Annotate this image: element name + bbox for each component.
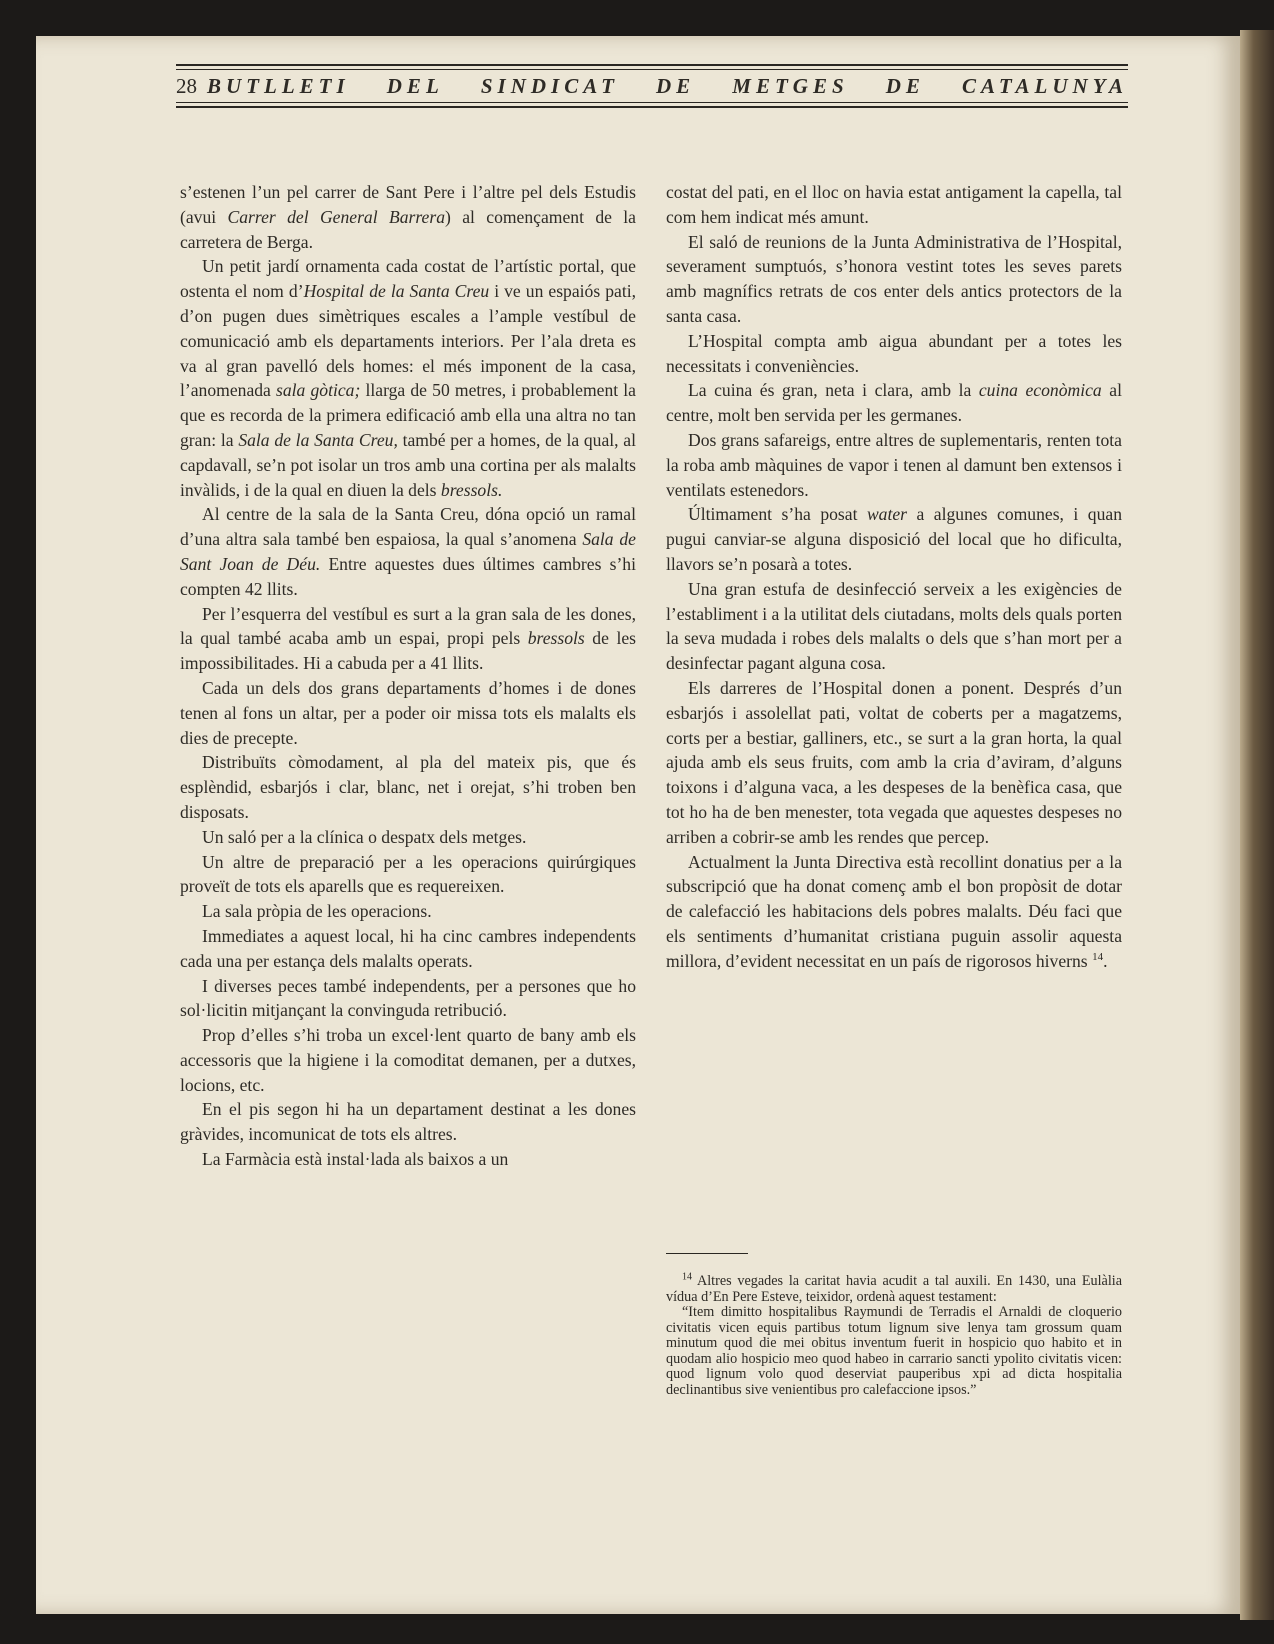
italic-text: Sala de Sant Joan de Déu. <box>180 529 636 574</box>
text-run: Actualment la Junta Directiva està recollint donatius per a la subscripció que ha donat començ amb el bon propòsit de dotar de calefacció les habitacions dels pobres malalts. Déu faci que els sentiments d’humanitat cristiana puguin assolir aquesta millora, d’evident necessitat en un país de rigorosos hiverns <box>666 851 1122 971</box>
text-run: La cuina és gran, neta i clara, amb la <box>688 380 979 401</box>
paragraph <box>180 1097 636 1147</box>
text-run: Entre aquestes dues últimes cambres s’hi compten 42 llits. <box>180 553 636 599</box>
italic-text: bressols <box>527 628 585 649</box>
italic-text: Hospital de la Santa Creu <box>303 281 490 302</box>
text-run: al centre, molt ben servida per les germanes. <box>666 380 1122 426</box>
footnote-rule <box>666 1253 748 1254</box>
paragraph <box>180 254 636 502</box>
page-edge <box>1240 30 1274 1620</box>
paragraph <box>666 502 1122 576</box>
header-rule-bottom-thin <box>176 102 1128 103</box>
paragraph <box>666 428 1122 502</box>
title-word: METGES <box>732 74 849 98</box>
footnote <box>666 1271 1122 1398</box>
italic-text: cuina econòmica <box>978 380 1102 401</box>
footnote-text: Altres vegades la caritat havia acudit a tal auxili. En 1430, una Eulàlia vídua d’En Pere Esteve, teixidor, ordenà aquest testament: <box>666 1273 1122 1305</box>
italic-text: Sala de la Santa Creu, <box>238 429 398 450</box>
text-run: a algunes comunes, i quan pugui canviar-se alguna disposició del local que ho dificulta, llavors se’n posarà a totes. <box>666 504 1122 574</box>
italic-text: water <box>866 504 908 525</box>
italic-text: bressols. <box>440 479 503 500</box>
text-run: costat del pati, en el lloc on havia estat antigament la capella, tal com hem indicat més amunt. <box>666 182 1122 227</box>
footnote-number: 14 <box>682 1271 692 1283</box>
footnote-ref: 14 <box>1092 950 1104 963</box>
text-run: I diverses peces també independents, per a persones que ho sol·licitin mitjançant la convinguda retribució. <box>180 975 636 1021</box>
header-line <box>176 70 1128 102</box>
text-run: Últimament s’ha posat <box>688 504 867 525</box>
paragraph <box>180 676 636 750</box>
text-run: Un saló per a la clínica o despatx dels metges. <box>202 826 527 847</box>
left-column <box>180 180 636 1172</box>
text-run: . <box>1103 950 1108 971</box>
text-run: Un altre de preparació per a les operacions quirúrgiques proveït de tots els aparells que es requereixen. <box>180 851 636 897</box>
right-column <box>666 180 1122 974</box>
text-run: Els darreres de l’Hospital donen a ponent. Després d’un esbarjós i assolellat pati, voltat de coberts per a magatzems, corts per a bestiar, galliners, etc., se surt a la gran horta, la qual ajuda amb els seus fruits, com amb la cria d’aviram, d’alguns toixons i d’alguna vaca, a les despeses de la benèfica casa, que tot ho ha de ben menester, tota vegada que aquestes despeses no arriben a cobrir-se amb les rendes que percep. <box>666 677 1122 847</box>
page-number: 28 <box>176 74 197 98</box>
text-run: Per l’esquerra del vestíbul es surt a la gran sala de les dones, la qual també acaba amb un espai, propi pels <box>180 603 636 649</box>
title-word: SINDICAT <box>480 74 619 98</box>
italic-text: sala gòtica; <box>276 380 361 401</box>
journal-title <box>207 74 1128 99</box>
title-word: DEL <box>386 74 444 98</box>
paragraph <box>180 1023 636 1097</box>
paragraph <box>180 974 636 1024</box>
paragraph <box>666 230 1122 329</box>
paragraph <box>666 577 1122 676</box>
header-rule-bottom <box>176 106 1128 108</box>
title-word: DE <box>656 74 696 98</box>
text-run: El saló de reunions de la Junta Administrativa de l’Hospital, severament sumptuós, s’honora vestint totes les seves parets amb magnífics retrats de cos enter dels antics protectors de la santa casa. <box>666 231 1122 326</box>
paragraph <box>180 924 636 974</box>
title-word: DE <box>885 74 925 98</box>
text-run: En el pis segon hi ha un departament destinat a les dones gràvides, incomunicat de tots els altres. <box>180 1099 636 1145</box>
footnote-text: “Item dimitto hospitalibus Raymundi de Terradis el Arnaldi de cloquerio civitatis vicen equis partibus totum lignum sive lenya tam grossum quam minutum quod die mei obitus inventum fuerit in hospicio quo habito et in quodam alio hospicio meo quod habeo in carrario sancti ypolito civitatis vicen: quod lignum volo quod deserviat pauperibus xpi ad dicta hospitalia declinantibus sive venientibus pro calefaccione ipsos.” <box>666 1304 1122 1398</box>
paragraph <box>180 180 636 254</box>
text-run: Dos grans safareigs, entre altres de suplementaris, renten tota la roba amb màquines de vapor i tenen al damunt ben extensos i ventilats estenedors. <box>666 429 1122 500</box>
title-word: CATALUNYA <box>962 74 1128 98</box>
text-run: La Farmàcia està instal·lada als baixos a un <box>202 1149 509 1170</box>
text-run: Prop d’elles s’hi troba un excel·lent quarto de bany amb els accessoris que la higiene i la comoditat demanen, per a dutxes, locions, etc. <box>180 1025 636 1095</box>
footnote-paragraph <box>666 1305 1122 1398</box>
paragraph <box>180 750 636 824</box>
italic-text: Carrer del General Barrera <box>227 206 445 227</box>
text-run: Al centre de la sala de la Santa Creu, dóna opció un ramal d’una altra sala també ben espaiosa, la qual s’anomena <box>180 504 636 550</box>
paragraph <box>666 329 1122 379</box>
text-run: L’Hospital compta amb aigua abundant per a totes les necessitats i conveniències. <box>666 330 1122 376</box>
text-run: Distribuïts còmodament, al pla del mateix pis, que és esplèndid, esbarjós i clar, blanc, net i orejat, s’hi troben ben disposats. <box>180 752 636 822</box>
paragraph <box>180 850 636 900</box>
text-run: llarga de 50 metres, i probablement la que es recorda de la primera edificació amb ella una altra no tan gran: la <box>180 380 636 450</box>
header-rule-top <box>176 64 1128 66</box>
text-run: Cada un dels dos grans departaments d’homes i de dones tenen al fons un altar, per a poder oir missa tots els malalts els dies de precepte. <box>180 677 636 748</box>
paragraph <box>666 676 1122 850</box>
text-run: de les impossibilitades. Hi a cabuda per a 41 llits. <box>180 628 636 674</box>
paragraph <box>666 850 1122 974</box>
text-run: La sala pròpia de les operacions. <box>202 901 432 922</box>
text-run: Immediates a aquest local, hi ha cinc cambres independents cada una per estança dels malalts operats. <box>180 925 636 971</box>
paragraph <box>666 378 1122 428</box>
text-run: i ve un espaiós pati, d’on pugen dues simètriques escales a l’ample vestíbul de comunicació amb els departaments interiors. Per l’ala dreta es va al gran pavelló dels homes: el més imponent de la casa, l’anomenada <box>180 281 636 401</box>
text-run: ) al començament de la carretera de Berga. <box>180 206 636 252</box>
text-run: Un petit jardí ornamenta cada costat de l’artístic portal, que ostenta el nom d’ <box>180 256 636 302</box>
text-run: Una gran estufa de desinfecció serveix a les exigències de l’establiment i a la utilitat dels ciutadans, molts dels quals porten la seva mudada i robes dels malalts o dels que s’han mort per a desinfectar pagant alguna cosa. <box>666 578 1122 674</box>
paragraph <box>180 825 636 850</box>
running-header <box>176 64 1128 108</box>
title-word: BUTLLETI <box>207 74 350 98</box>
footnote-paragraph <box>666 1271 1122 1305</box>
paragraph <box>180 502 636 601</box>
paragraph <box>180 602 636 676</box>
paragraph <box>180 899 636 924</box>
text-run: s’estenen l’un pel carrer de Sant Pere i l’altre pel dels Estudis (avui <box>180 182 636 227</box>
paragraph <box>180 1147 636 1172</box>
text-run: també per a homes, de la qual, al capdavall, se’n pot isolar un tros amb una cortina per als malalts invàlids, i de la qual en diuen la dels <box>180 429 636 500</box>
paragraph <box>666 180 1122 230</box>
